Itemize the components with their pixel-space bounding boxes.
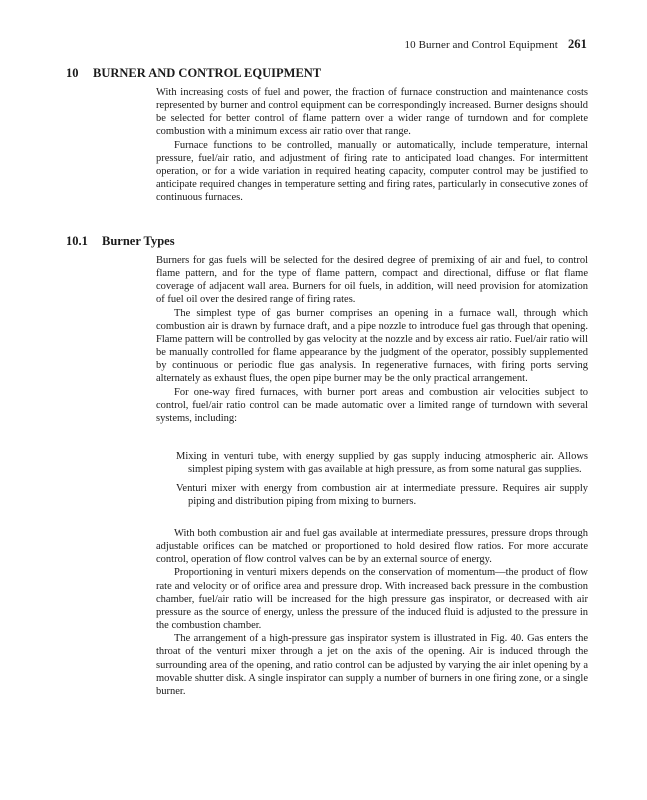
burner-types-text-b xyxy=(156,527,588,698)
subsection-heading xyxy=(66,234,175,249)
running-header xyxy=(405,37,587,52)
paragraph: The arrangement of a high-pressure gas inspirator system is illustrated in Fig. 40. Gas enters the throat of the venturi mixer through a jet on the axis of the opening. Air is induced through the surrounding area of the opening, and ratio control can be adjusted by varying the air inlet opening by a movable shutter disk. A single inspirator can supply a number of burners in one firing zone, or a single burner. xyxy=(156,633,588,697)
paragraph: With increasing costs of fuel and power, the fraction of furnace construction and maintenance costs represented by burner and control equipment can be correspondingly increased. Burner designs should be selected for better control of flame pattern over a wider range of turndown and for complete combustion with a minimum excess air ratio over that range. xyxy=(156,87,588,138)
paragraph: The simplest type of gas burner comprises an opening in a furnace wall, through which combustion air is drawn by furnace draft, and a pipe nozzle to introduce fuel gas through that opening. Flame pattern will be controlled by gas velocity at the nozzle and by excess air ratio. Fuel/air ratio will be manually controlled for flame appearance by the judgment of the operator, possibly supplemented by continuous or periodic flue gas analysis. In regenerative furnaces, with firing ports serving alternately as exhaust flues, the open pipe burner may be the only practical arrangement. xyxy=(156,307,588,385)
running-title: 10 Burner and Control Equipment xyxy=(404,39,558,51)
subsection-number: 10.1 xyxy=(66,234,88,248)
list-item: Mixing in venturi tube, with energy supplied by gas supply inducing atmospheric air. Allows simplest piping system with gas available at high pressure, as from some natural gas supplies. xyxy=(176,451,588,476)
paragraph: Burners for gas fuels will be selected for the desired degree of premixing of air and fuel, to control flame pattern, and for the type of flame pattern, compact and directional, diffuse or flat flame coverage of adjacent wall area. Burners for oil fuels, in addition, will need provision for atomization of fuel oil over the desired range of firing rates. xyxy=(156,255,588,306)
list-item: Venturi mixer with energy from combustion air at intermediate pressure. Requires air supply piping and distribution piping from mixing to burners. xyxy=(176,483,588,508)
paragraph: Furnace functions to be controlled, manually or automatically, include temperature, internal pressure, fuel/air ratio, and adjustment of firing rate to anticipated load changes. For intermittent operation, or for a wide variation in required heating capacity, computer control may be justified to anticipate required changes in temperature setting and firing rates, particularly in consecutive zones of continuous furnaces. xyxy=(156,139,588,204)
section-title: BURNER AND CONTROL EQUIPMENT xyxy=(93,66,322,80)
section-heading xyxy=(66,66,321,81)
burner-types-text-a xyxy=(156,254,588,425)
paragraph: With both combustion air and fuel gas available at intermediate pressures, pressure drops through adjustable orifices can be matched or proportioned to hold desired flow ratios. For more accurate control, operation of flow control valves can be by an external source of energy. xyxy=(156,528,588,566)
section-number: 10 xyxy=(66,66,79,80)
control-systems-list xyxy=(176,450,588,509)
subsection-title: Burner Types xyxy=(102,234,175,248)
page-number: 261 xyxy=(567,37,587,51)
paragraph: Proportioning in venturi mixers depends on the conservation of momentum—the product of flow rate and velocity or of orifice area and pressure drop. With increased back pressure in the combustion chamber, fuel/air ratio will be increased for the high pressure gas inspirator, or decreased with air pressure as the source of energy, unless the pressure of the induced fluid is adjusted to the pressure in the combustion chamber. xyxy=(156,567,588,632)
section-intro-text xyxy=(156,86,588,204)
paragraph: For one-way fired furnaces, with burner port areas and combustion air velocities subject to control, fuel/air ratio control can be made automatic over a limited range of turndown with several systems, including: xyxy=(156,386,588,424)
